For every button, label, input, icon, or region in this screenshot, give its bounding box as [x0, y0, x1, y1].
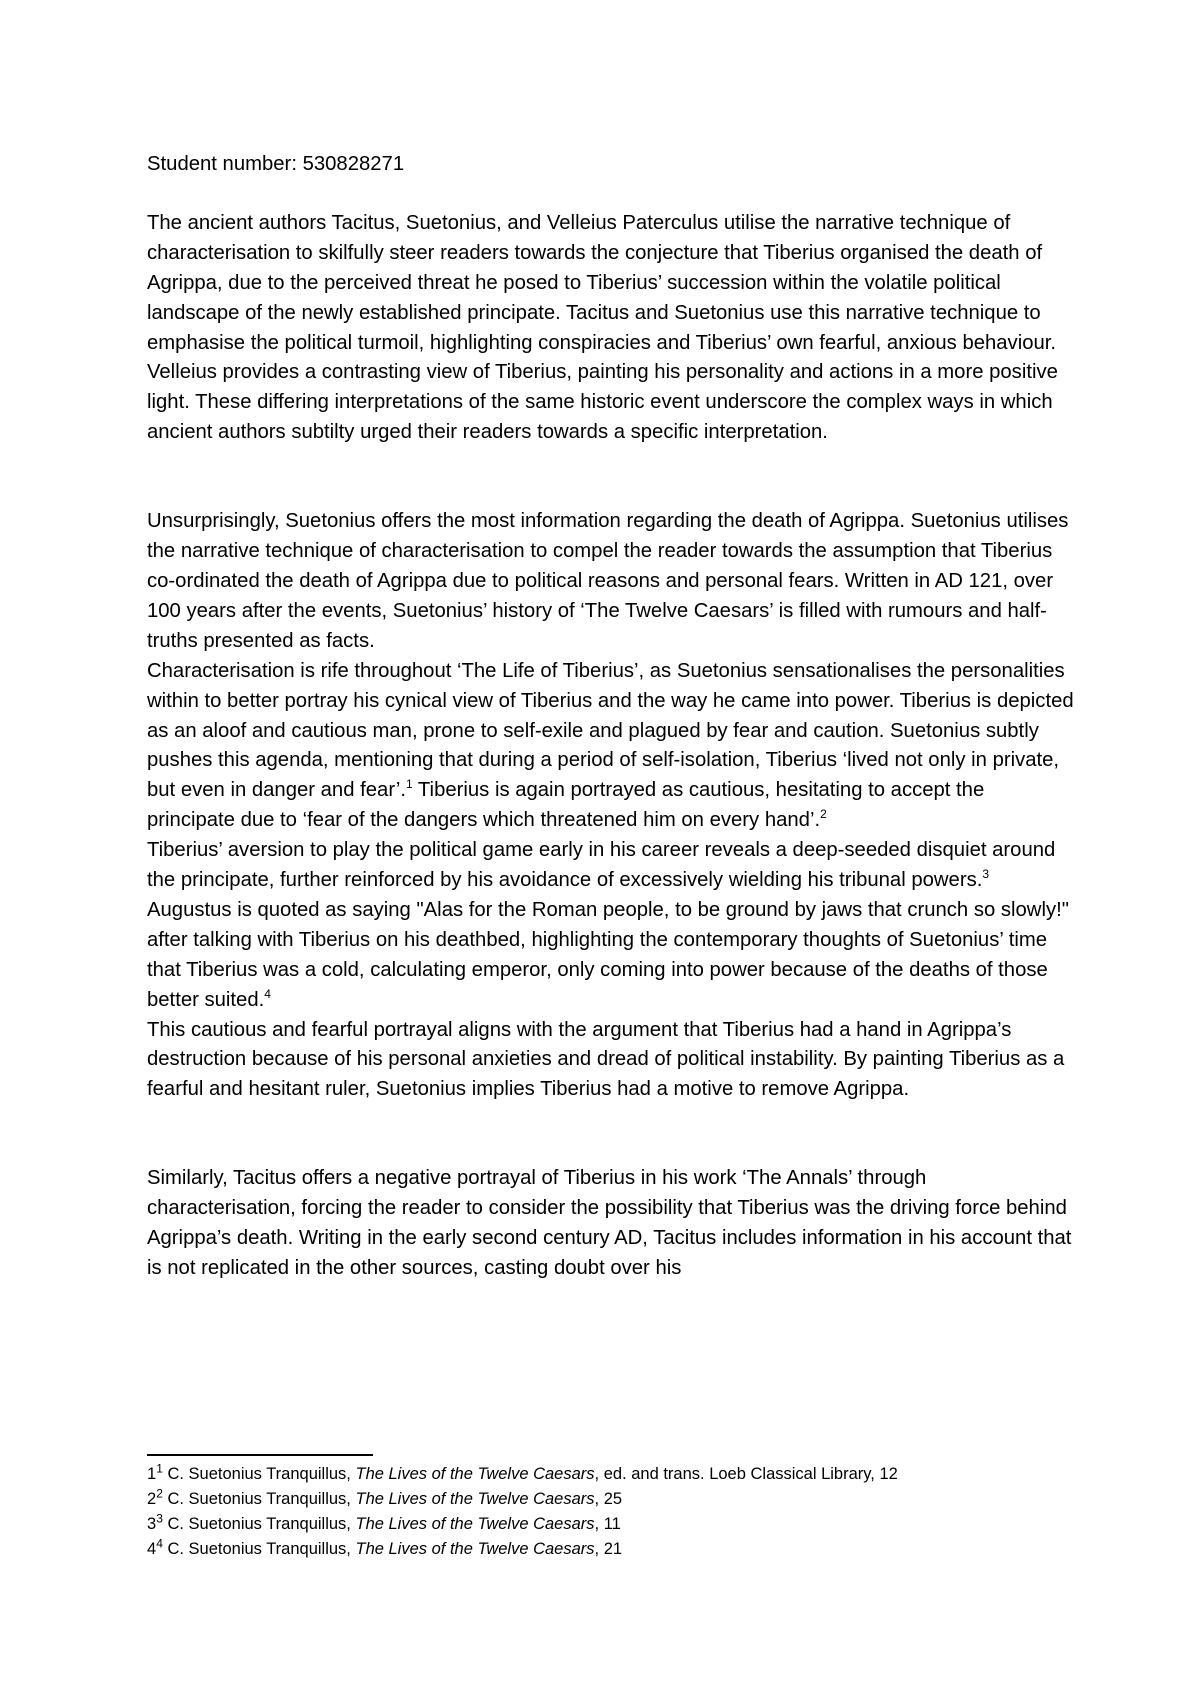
- paragraph-augustus-quote: [147, 896, 1077, 1016]
- footnote-number: 2: [147, 1490, 157, 1508]
- footnote-1: [147, 1462, 1077, 1487]
- footnote-ref-1[interactable]: 1: [405, 777, 413, 792]
- paragraph-characterisation: [147, 657, 1077, 836]
- footnote-author: C. Suetonius Tranquillus,: [162, 1515, 356, 1533]
- footnote-title: The Lives of the Twelve Caesars: [355, 1465, 595, 1483]
- footnote-author: C. Suetonius Tranquillus,: [162, 1540, 356, 1558]
- footnote-ref-2[interactable]: 2: [820, 807, 827, 822]
- footnote-rest: , 21: [594, 1540, 623, 1558]
- footnote-ref-3[interactable]: 3: [982, 867, 990, 882]
- paragraph-tacitus: Similarly, Tacitus offers a negative portrayal of Tiberius in his work ‘The Annals’ through characterisation, forcing the reader to consider the possibility that Tiberius was the driving force behind Agrippa’s death. Writing in the early second century AD, Tacitus includes information in his account that is not replicated in the other sources, casting doubt over his: [147, 1167, 1072, 1279]
- document-body: [147, 150, 1077, 1284]
- footnote-number: 4: [147, 1540, 157, 1558]
- paragraph-conclusion: This cautious and fearful portrayal aligns with the argument that Tiberius had a hand in Agrippa’s destruction because of his personal anxieties and dread of political instability. By painting Tiberius as a fearful and hesitant ruler, Suetonius implies Tiberius had a motive to remove Agrippa.: [147, 1018, 1065, 1101]
- footnote-title: The Lives of the Twelve Caesars: [355, 1490, 595, 1508]
- spacer: [147, 180, 1077, 209]
- footnote-sup: 4: [156, 1536, 163, 1551]
- spacer: [147, 1105, 1077, 1164]
- footnote-author: C. Suetonius Tranquillus,: [162, 1490, 356, 1508]
- paragraph-aversion: [147, 836, 1077, 896]
- footnote-ref-4[interactable]: 4: [264, 986, 271, 1001]
- spacer: [147, 448, 1077, 507]
- footnote-number: 3: [147, 1515, 157, 1533]
- footnote-4: [147, 1537, 1077, 1562]
- footnote-number: 1: [147, 1465, 157, 1483]
- footnote-sup: 2: [156, 1486, 163, 1501]
- paragraph-text: Characterisation is rife throughout ‘The Life of Tiberius’, as Suetonius sensationalises the personalities within to better portray his cynical view of Tiberius and the way he came into power. Tiberius is depicted as an aloof and cautious man, prone to self-exile and plagued by fear and caution. Suetonius subtly pushes this agenda, mentioning that during a period of self-isolation, Tiberius ‘lived not only in private, but even in danger and fear’.: [147, 659, 1074, 802]
- footnote-author: C. Suetonius Tranquillus,: [162, 1465, 356, 1483]
- footnote-separator: [147, 1454, 373, 1456]
- footnote-sup: 1: [156, 1461, 163, 1476]
- footnote-2: [147, 1487, 1077, 1512]
- paragraph-suetonius-intro: Unsurprisingly, Suetonius offers the most information regarding the death of Agrippa. Suetonius utilises the narrative technique of characterisation to compel the reader towards the assumption that Tiberius co-ordinated the death of Agrippa due to political reasons and personal fears. Written in AD 121, over 100 years after the events, Suetonius’ history of ‘The Twelve Caesars’ is filled with rumours and half-truths presented as facts.: [147, 510, 1069, 652]
- paragraph-text: Tiberius’ aversion to play the political game early in his career reveals a deep-seeded disquiet around the principate, further reinforced by his avoidance of excessively wielding his tribunal powers.: [147, 839, 1056, 892]
- paragraph-intro: The ancient authors Tacitus, Suetonius, and Velleius Paterculus utilise the narrative technique of characterisation to skilfully steer readers towards the conjecture that Tiberius organised the death of Agrippa, due to the perceived threat he posed to Tiberius’ succession within the volatile political landscape of the newly established principate. Tacitus and Suetonius use this narrative technique to emphasise the political turmoil, highlighting conspiracies and Tiberius’ own fearful, anxious behaviour. Velleius provides a contrasting view of Tiberius, painting his personality and actions in a more positive light. These differing interpretations of the same historic event underscore the complex ways in which ancient authors subtilty urged their readers towards a specific interpretation.: [147, 211, 1058, 444]
- footnote-rest: , 11: [594, 1515, 621, 1533]
- paragraph-text: Augustus is quoted as saying "Alas for the Roman people, to be ground by jaws that crunch so slowly!" after talking with Tiberius on his deathbed, highlighting the contemporary thoughts of Suetonius’ time that Tiberius was a cold, calculating emperor, only coming into power because of the deaths of those better suited.: [147, 898, 1069, 1011]
- student-number: Student number: 530828271: [147, 153, 405, 175]
- footnote-title: The Lives of the Twelve Caesars: [355, 1540, 595, 1558]
- footnote-rest: , 25: [594, 1490, 623, 1508]
- footnotes: [147, 1462, 1077, 1562]
- footnote-rest: , ed. and trans. Loeb Classical Library, 12: [594, 1465, 898, 1483]
- footnote-3: [147, 1512, 1077, 1537]
- paragraph-text: Tiberius is again portrayed as cautious, hesitating to accept the principate due to ‘fear of the dangers which threatened him on every hand’.: [147, 779, 985, 832]
- footnote-title: The Lives of the Twelve Caesars: [355, 1515, 595, 1533]
- footnote-sup: 3: [156, 1511, 163, 1526]
